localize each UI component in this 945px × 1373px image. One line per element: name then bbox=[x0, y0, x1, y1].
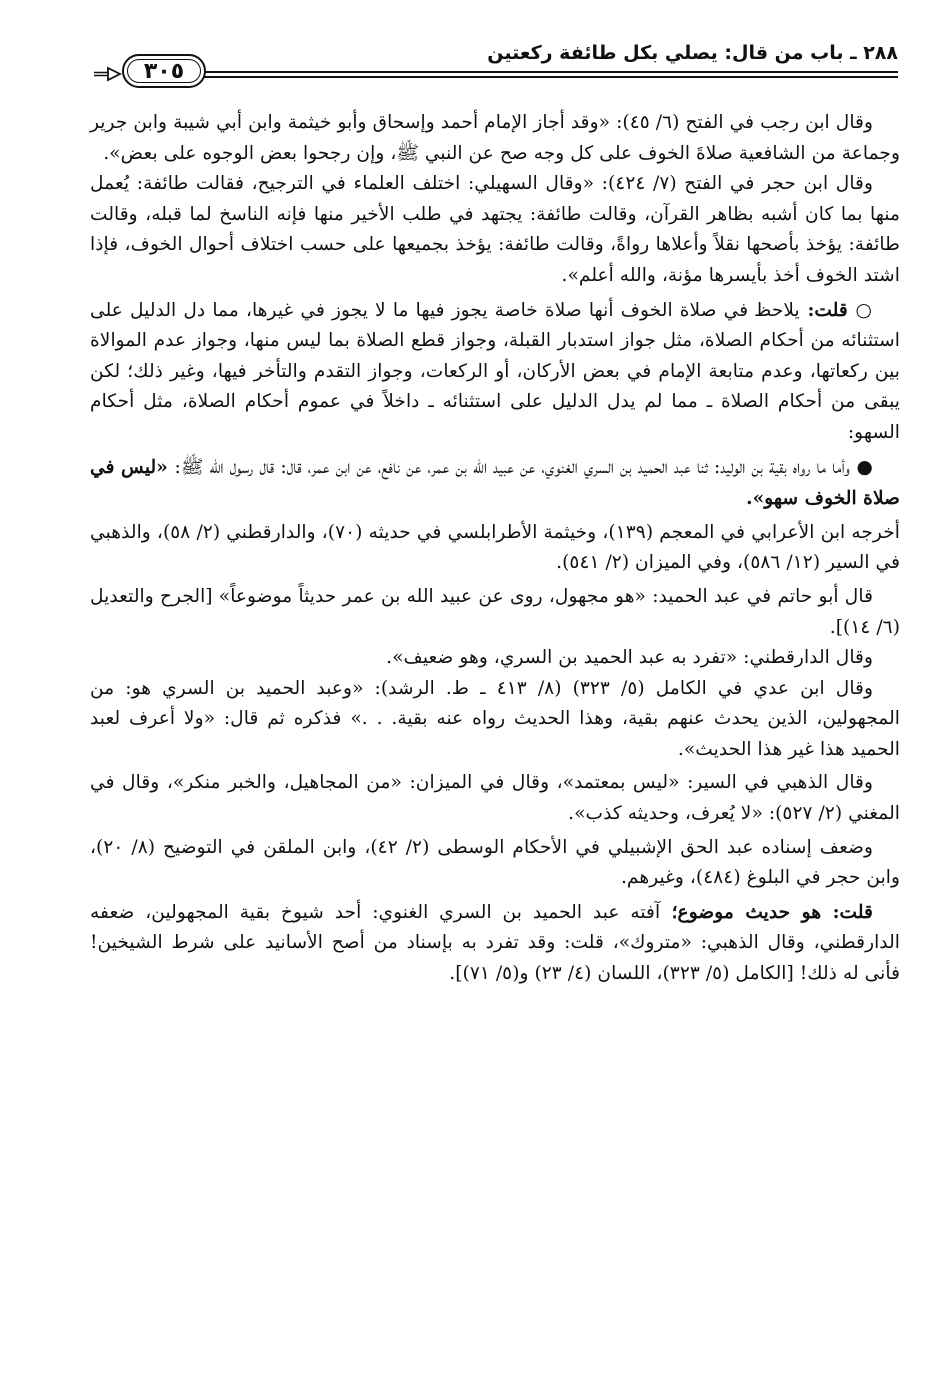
hollow-circle-marker-icon: ○ bbox=[855, 298, 873, 321]
paragraph-text: قال أبو حاتم في عبد الحميد: «هو مجهول، روى عن عبيد الله بن عمر حديثاً موضوعاً» [الجرح والتعديل (٦/ ١٤)]. bbox=[90, 585, 900, 638]
paragraph bbox=[90, 643, 900, 674]
header-rule bbox=[204, 76, 898, 78]
paragraph-text: آفته عبد الحميد بن السري الغنوي: أحد شيوخ بقية المجهولين، ضعفه الدارقطني، وقال الذهبي: «متروك»، قلت: وقد تفرد به بإسناد من أصح الأسانيد على شرط الشيخين! فأنى له ذلك! [الكامل (٥/ ٣٢٣)، اللسان (٤/ ٢٣) و(٥/ ٧١)]. bbox=[90, 901, 900, 985]
paragraph bbox=[90, 833, 900, 894]
paragraph-text: يلاحظ في صلاة الخوف أنها صلاة خاصة يجوز فيها ما لا يجوز في غيرها، مما دل الدليل على استثنائه من أحكام الصلاة، مثل جواز استدبار القبلة، وجواز قطع الصلاة بما ليس منها، وجواز عدم الموالاة بين ركعاتها، وعدم متابعة الإمام في بعض الأركان، أو الركعات، وجواز التقدم والتأخر فيها، وغير ذلك؛ لكن يبقى من أحكام الصلاة ـ مما لم يدل الدليل على استثنائه ـ داخلاً في عموم أحكام الصلاة، مثل أحكام السهو: bbox=[90, 299, 900, 443]
paragraph bbox=[90, 897, 900, 990]
paragraph-text: وقال الدارقطني: «تفرد به عبد الحميد بن السري، وهو ضعيف». bbox=[386, 647, 873, 669]
paragraph-text: وأما ما رواه بقية بن الوليد: ثنا عبد الحميد بن السري الغنوي، عن عبيد الله بن عمر، عن نافع، عن ابن عمر، قال: قال رسول الله ﷺ: bbox=[174, 456, 850, 478]
paragraph-text: وقال ابن عدي في الكامل (٥/ ٣٢٣) (٨/ ٤١٣ ـ ط. الرشد): «وعبد الحميد بن السري هو: من المجهولين، الذين يحدث عنهم بقية، وهذا الحديث رواه عنه بقية. . .» فذكره ثم قال: «ولا أعرف لعبد الحميد هذا غير هذا الحديث». bbox=[90, 677, 900, 760]
paragraph bbox=[90, 518, 900, 579]
paragraph bbox=[90, 295, 900, 449]
paragraph-text: وقال ابن حجر في الفتح (٧/ ٤٢٤): «وقال السهيلي: اختلف العلماء في الترجيح، فقالت طائفة: يُعمل منها بما كان أشبه بظاهر القرآن، وقالت طائفة: يجتهد في طلب الأخير منها فإنه الناسخ لما قبله، وقالت طائفة: يؤخذ بأصحها نقلاً وأعلاها رواةً، وقالت طائفة: يؤخذ بجميعها على حسب اختلاف أحوال الخوف، فإذا اشتد الخوف أخذ بأيسرها مؤنة، والله أعلم». bbox=[90, 173, 900, 286]
paragraph-lead: قلت: هو حديث موضوع؛ bbox=[671, 900, 873, 923]
paragraph bbox=[90, 108, 900, 169]
ornament-arrow-icon bbox=[92, 64, 122, 84]
paragraph-text: وقال الذهبي في السير: «ليس بمعتمد»، وقال في الميزان: «من المجاهيل، والخبر منكر»، وقال في المغني (٢/ ٥٢٧): «لا يُعرف، وحديثه كذب». bbox=[90, 772, 900, 825]
page-header bbox=[92, 38, 898, 88]
running-title: ٢٨٨ ـ باب من قال: يصلي بكل طائفة ركعتين bbox=[487, 42, 898, 64]
paragraph-lead: قلت: bbox=[807, 298, 848, 321]
paragraph bbox=[90, 582, 900, 643]
paragraph bbox=[90, 674, 900, 766]
hadith-text: «ليس في صلاة الخوف سهو». bbox=[90, 455, 900, 510]
page-number: ٣٠٥ bbox=[143, 58, 185, 84]
paragraph-text: أخرجه ابن الأعرابي في المعجم (١٣٩)، وخيثمة الأطرابلسي في حديثه (٧٠)، والدارقطني (٢/ ٥٨)، والذهبي في السير (١٢/ ٥٨٦)، وفي الميزان (٢/ ٥٤١). bbox=[90, 521, 900, 574]
filled-circle-marker-icon: ● bbox=[856, 455, 873, 478]
paragraph bbox=[90, 452, 900, 515]
paragraph bbox=[90, 768, 900, 829]
page-number-badge bbox=[122, 54, 206, 88]
paragraph-text: وقال ابن رجب في الفتح (٦/ ٤٥): «وقد أجاز الإمام أحمد وإسحاق وأبو خيثمة وابن أبي شيبة وابن جرير وجماعة من الشافعية صلاةَ الخوف على كل وجه صح عن النبي ﷺ، وإن رجحوا بعض الوجوه على بعض». bbox=[90, 112, 900, 164]
paragraph-text: وضعف إسناده عبد الحق الإشبيلي في الأحكام الوسطى (٢/ ٤٢)، وابن الملقن في التوضيح (٨/ ٢٠)، وابن حجر في البلوغ (٤٨٤)، وغيرهم. bbox=[90, 836, 900, 889]
header-rule bbox=[204, 71, 898, 73]
paragraph bbox=[90, 169, 900, 291]
page-body bbox=[90, 108, 900, 990]
